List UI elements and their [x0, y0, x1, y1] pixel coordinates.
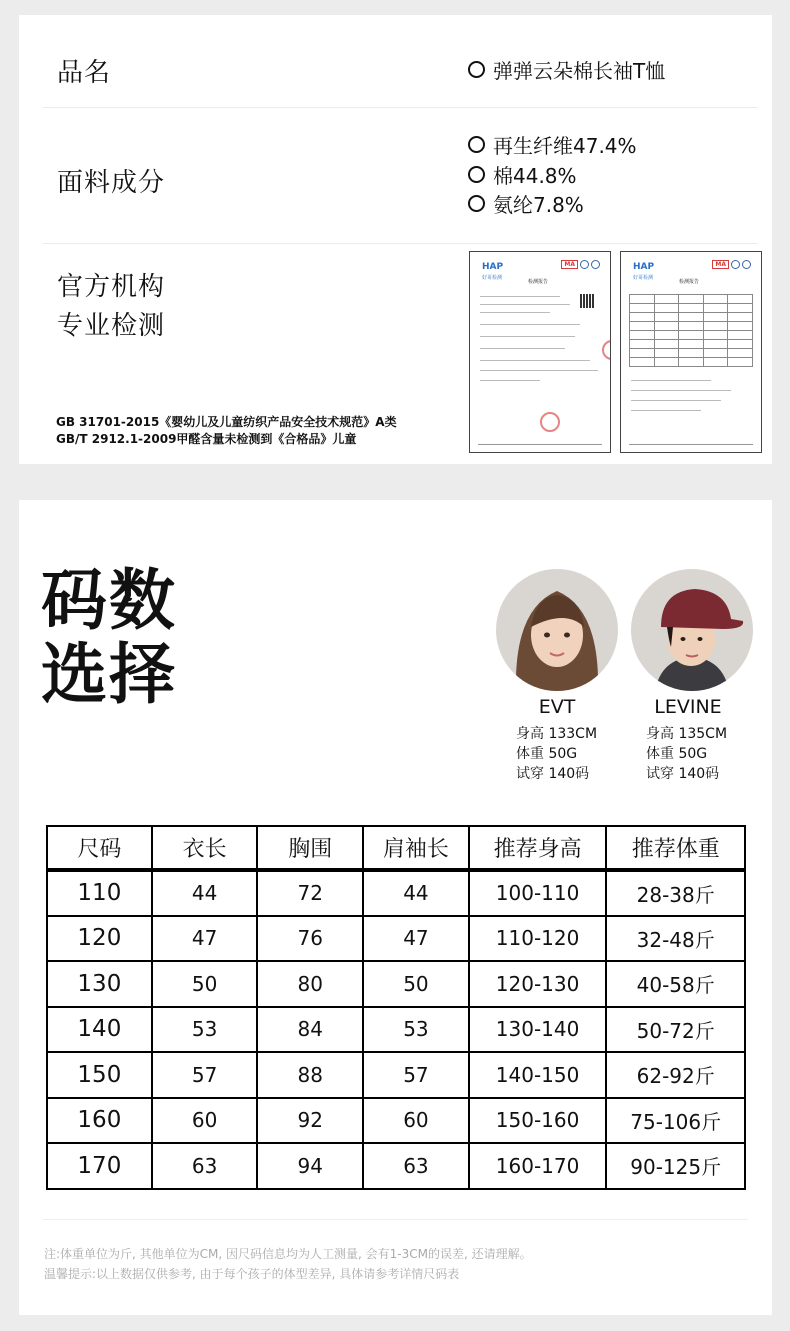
cell-sleeve: 63	[363, 1143, 469, 1189]
report-title: 检测报告	[528, 279, 549, 285]
cell-weight: 62-92斤	[606, 1052, 745, 1098]
circle-icon	[468, 136, 485, 153]
cell-height: 150-160	[469, 1098, 607, 1144]
footnote-tip: 温馨提示:以上数据仅供参考, 由于每个孩子的体型差异, 具体请参考详情尺码表	[44, 1267, 460, 1281]
cnas-logo-icon	[742, 260, 751, 269]
cell-sleeve: 60	[363, 1098, 469, 1144]
qr-code-icon	[580, 294, 594, 308]
cell-length: 57	[152, 1052, 258, 1098]
cell-size: 130	[47, 961, 152, 1007]
cell-chest: 72	[257, 870, 363, 916]
report-text-line	[480, 360, 590, 361]
standard-note-2: GB/T 2912.1-2009甲醛含量未检测到《合格品》儿童	[56, 432, 357, 446]
cell-weight: 75-106斤	[606, 1098, 745, 1144]
fabric-item	[468, 130, 637, 159]
cell-length: 60	[152, 1098, 258, 1144]
report-text-line	[480, 296, 560, 297]
report-title: 检测报告	[679, 279, 700, 285]
cell-chest: 80	[257, 961, 363, 1007]
cell-height: 110-120	[469, 916, 607, 962]
cell-weight: 40-58斤	[606, 961, 745, 1007]
cell-chest: 94	[257, 1143, 363, 1189]
red-seal-icon	[602, 340, 611, 360]
cma-logo: MA	[712, 260, 729, 269]
report-text-line	[480, 312, 550, 313]
cell-sleeve: 47	[363, 916, 469, 962]
inspection-title-line2: 专业检测	[57, 311, 166, 341]
report-text-line	[631, 390, 731, 391]
cell-weight: 90-125斤	[606, 1143, 745, 1189]
report-text-line	[480, 336, 575, 337]
fabric-item	[468, 160, 577, 189]
table-row	[47, 961, 745, 1007]
column-header-length: 衣长	[152, 826, 258, 870]
column-header-weight: 推荐体重	[606, 826, 745, 870]
circle-icon	[468, 166, 485, 183]
column-header-sleeve: 肩袖长	[363, 826, 469, 870]
product-info-card	[19, 15, 772, 464]
fabric-item-text: 棉44.8%	[493, 164, 577, 188]
cell-chest: 76	[257, 916, 363, 962]
cell-sleeve: 50	[363, 961, 469, 1007]
cell-sleeve: 57	[363, 1052, 469, 1098]
report-brand: HAP	[633, 262, 655, 272]
cell-height: 160-170	[469, 1143, 607, 1189]
column-header-chest: 胸围	[257, 826, 363, 870]
footnote-units: 注:体重单位为斤, 其他单位为CM, 因尺码信息均为人工测量, 会有1-3CM的误差, 还请理解。	[44, 1247, 532, 1261]
divider	[43, 107, 758, 108]
divider	[43, 243, 758, 244]
fabric-label: 面料成分	[57, 168, 166, 198]
model-info-evt	[516, 724, 597, 784]
model-weight: 体重 50G	[516, 746, 578, 762]
cell-chest: 84	[257, 1007, 363, 1053]
size-title-line1: 码数	[41, 562, 177, 639]
cell-length: 50	[152, 961, 258, 1007]
column-header-size: 尺码	[47, 826, 152, 870]
cell-size: 110	[47, 870, 152, 916]
model-avatar-levine	[631, 569, 753, 691]
report-text-line	[480, 380, 540, 381]
report-text-line	[631, 410, 701, 411]
size-selection-card	[19, 500, 772, 1315]
ilac-logo-icon	[731, 260, 740, 269]
cell-size: 120	[47, 916, 152, 962]
model-avatar-evt	[496, 569, 618, 691]
cell-height: 140-150	[469, 1052, 607, 1098]
table-row	[47, 870, 745, 916]
cell-sleeve: 44	[363, 870, 469, 916]
report-footer-line	[629, 444, 753, 445]
product-name-value	[468, 55, 665, 84]
cell-chest: 88	[257, 1052, 363, 1098]
model-info-levine	[646, 724, 727, 784]
product-name-text: 弹弹云朵棉长袖T恤	[493, 59, 666, 83]
report-logos	[561, 260, 600, 269]
cma-logo: MA	[561, 260, 578, 269]
cell-size: 170	[47, 1143, 152, 1189]
table-row	[47, 1052, 745, 1098]
report-brand: HAP	[482, 262, 504, 272]
model-weight: 体重 50G	[646, 746, 708, 762]
cell-length: 63	[152, 1143, 258, 1189]
report-text-line	[480, 304, 570, 305]
cell-height: 130-140	[469, 1007, 607, 1053]
report-text-line	[631, 400, 721, 401]
report-text-line	[480, 370, 598, 371]
cell-size: 160	[47, 1098, 152, 1144]
report-text-line	[480, 348, 565, 349]
report-brand-sub: 好哥检测	[633, 275, 654, 281]
inspection-report-image-2[interactable]	[620, 251, 762, 453]
cell-weight: 28-38斤	[606, 870, 745, 916]
table-row	[47, 1007, 745, 1053]
red-seal-icon	[540, 412, 560, 432]
report-text-line	[480, 324, 580, 325]
model-try-on: 试穿 140码	[646, 766, 720, 782]
divider	[43, 1219, 748, 1220]
inspection-report-image-1[interactable]	[469, 251, 611, 453]
report-footer-line	[478, 444, 602, 445]
report-text-line	[631, 380, 711, 381]
model-try-on: 试穿 140码	[516, 766, 590, 782]
cell-length: 47	[152, 916, 258, 962]
cnas-logo-icon	[591, 260, 600, 269]
column-header-height: 推荐身高	[469, 826, 607, 870]
cell-height: 120-130	[469, 961, 607, 1007]
cell-weight: 32-48斤	[606, 916, 745, 962]
fabric-item	[468, 189, 584, 218]
size-table	[46, 825, 746, 1190]
model-height: 身高 133CM	[516, 726, 598, 742]
model-name-evt: EVT	[538, 696, 576, 718]
cell-length: 44	[152, 870, 258, 916]
report-result-table	[629, 294, 753, 367]
report-logos	[712, 260, 751, 269]
table-row	[47, 1143, 745, 1189]
cell-sleeve: 53	[363, 1007, 469, 1053]
standard-note-1: GB 31701-2015《婴幼儿及儿童纺织产品安全技术规范》A类	[56, 415, 397, 429]
inspection-title-line1: 官方机构	[57, 272, 166, 302]
table-row	[47, 916, 745, 962]
circle-icon	[468, 61, 485, 78]
size-table-header-row	[47, 826, 745, 870]
table-row	[47, 1098, 745, 1144]
cell-size: 150	[47, 1052, 152, 1098]
model-height: 身高 135CM	[646, 726, 728, 742]
fabric-item-text: 氨纶7.8%	[493, 193, 584, 217]
cell-weight: 50-72斤	[606, 1007, 745, 1053]
cell-chest: 92	[257, 1098, 363, 1144]
circle-icon	[468, 195, 485, 212]
model-name-levine: LEVINE	[654, 696, 722, 718]
fabric-item-text: 再生纤维47.4%	[493, 134, 637, 158]
product-name-label: 品名	[57, 58, 112, 88]
cell-size: 140	[47, 1007, 152, 1053]
size-title-line2: 选择	[41, 636, 177, 713]
cell-height: 100-110	[469, 870, 607, 916]
report-brand-sub: 好哥检测	[482, 275, 503, 281]
ilac-logo-icon	[580, 260, 589, 269]
cell-length: 53	[152, 1007, 258, 1053]
